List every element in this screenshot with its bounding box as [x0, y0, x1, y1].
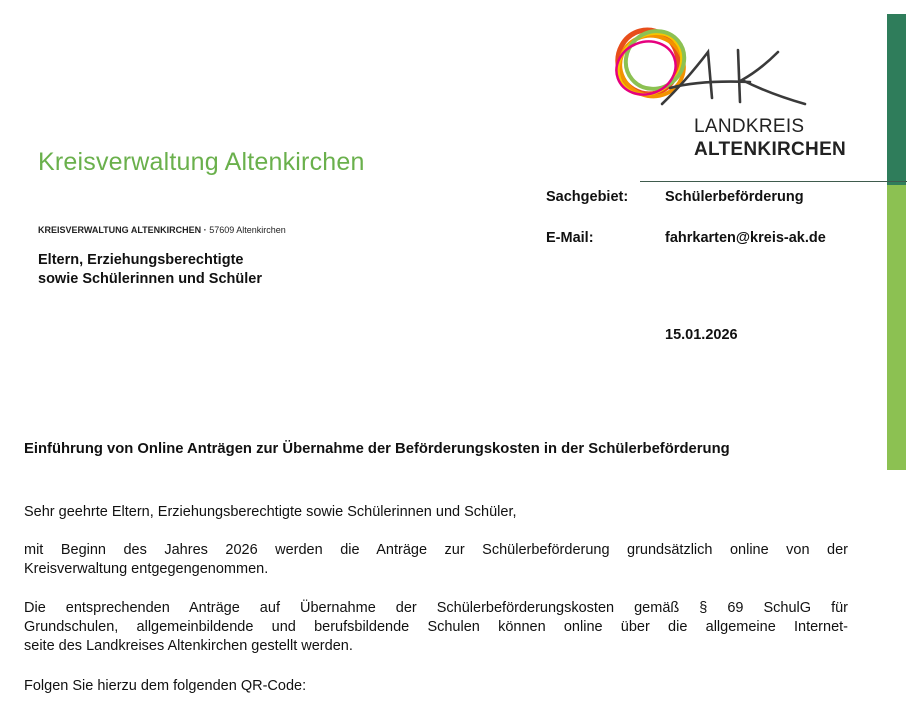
paragraph-1-line-1: mit Beginn des Jahres 2026 werden die Anträge zur Schülerbeförderung grundsätzlich online von der	[24, 542, 848, 558]
paragraph-2-line-3: seite des Landkreises Altenkirchen gestellt werden.	[24, 638, 353, 654]
paragraph-2-line-2: Grundschulen, allgemeinbildende und berufsbildende Schulen können online über die allgemeine Internet-	[24, 619, 848, 635]
landkreis-logo	[600, 22, 810, 122]
accent-bar-light	[887, 185, 906, 470]
paragraph-2	[24, 599, 848, 656]
recipient-block	[38, 251, 262, 289]
email-value[interactable]: fahrkarten@kreis-ak.de	[665, 230, 826, 246]
organization-title: Kreisverwaltung Altenkirchen	[38, 148, 365, 176]
sender-name: KREISVERWALTUNG ALTENKIRCHEN ·	[38, 225, 207, 235]
logo-text-landkreis: LANDKREIS	[694, 116, 805, 137]
recipient-line-2: sowie Schülerinnen und Schüler	[38, 271, 262, 287]
sachgebiet-value: Schülerbeförderung	[665, 189, 804, 205]
email-label: E-Mail:	[546, 230, 594, 246]
sachgebiet-label: Sachgebiet:	[546, 189, 629, 205]
paragraph-1	[24, 541, 848, 579]
sender-postal: 57609 Altenkirchen	[209, 225, 286, 235]
letter-subject: Einführung von Online Anträgen zur Übernahme der Beförderungskosten in der Schülerbeförderung	[24, 441, 730, 457]
salutation: Sehr geehrte Eltern, Erziehungsberechtigte sowie Schülerinnen und Schüler,	[24, 504, 517, 520]
paragraph-2-line-1: Die entsprechenden Anträge auf Übernahme der Schülerbeförderungskosten gemäß § 69 SchulG für	[24, 600, 848, 616]
accent-bar-dark	[887, 14, 906, 185]
recipient-line-1: Eltern, Erziehungsberechtigte	[38, 252, 244, 268]
paragraph-1-line-2: Kreisverwaltung entgegengenommen.	[24, 561, 269, 577]
sender-line	[38, 225, 286, 235]
letter-date: 15.01.2026	[665, 327, 738, 343]
paragraph-3: Folgen Sie hierzu dem folgenden QR-Code:	[24, 678, 307, 694]
logo-text-altenkirchen: ALTENKIRCHEN	[694, 139, 847, 160]
header-divider	[640, 181, 907, 182]
